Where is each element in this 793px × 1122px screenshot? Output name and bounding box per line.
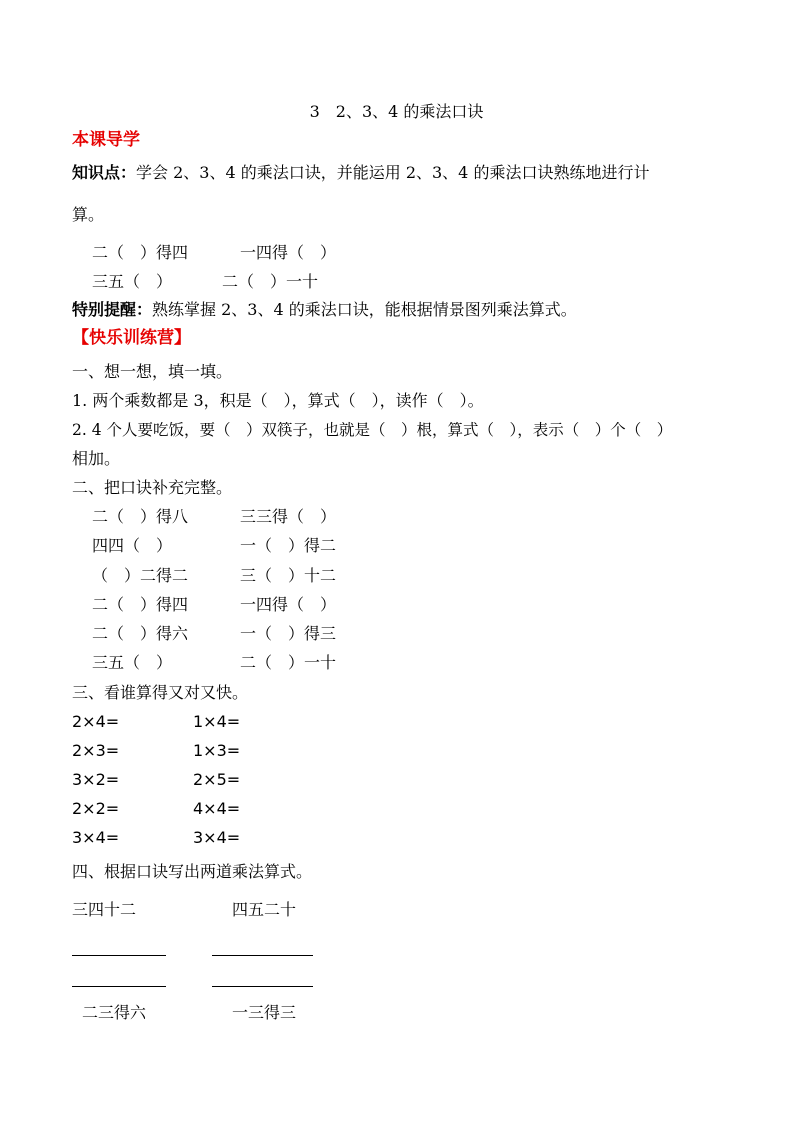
part3-row-2-left: 2×3= [72,741,120,760]
answer-blank-2[interactable] [212,954,313,956]
answer-blank-3[interactable] [72,985,166,987]
part3-row-1-left: 2×4= [72,712,120,731]
part3-row-1-right: 1×4= [193,712,241,731]
guide-row-2-left: 三五（ ） [92,272,173,291]
part3-row-5-left: 3×4= [72,828,120,847]
part2-row-2-right: 一（ ）得二 [240,536,337,555]
part2-heading: 二、把口诀补充完整。 [72,478,233,497]
part2-row-5-left: 二（ ）得六 [92,624,189,643]
knowledge-line [72,163,649,183]
part4-rhyme-3: 二三得六 [82,1003,147,1022]
part2-row-3-right: 三（ ）十二 [240,566,337,585]
part1-heading: 一、想一想，填一填。 [72,362,233,381]
knowledge-label: 知识点： [72,163,137,182]
part3-row-3-right: 2×5= [193,770,241,789]
reminder-text: 熟练掌握 2、3、4 的乘法口诀，能根据情景图列乘法算式。 [152,300,577,319]
answer-blank-4[interactable] [212,985,313,987]
part4-heading: 四、根据口诀写出两道乘法算式。 [72,862,313,881]
answer-blank-1[interactable] [72,954,166,956]
part1-question-2-cont: 相加。 [72,449,121,468]
knowledge-text-cont: 算。 [72,205,105,224]
section-guide-heading: 本课导学 [72,130,140,150]
guide-row-2-right: 二（ ）一十 [222,272,319,291]
reminder-line [72,300,577,320]
part2-row-2-left: 四四（ ） [92,536,173,555]
knowledge-text: 学会 2、3、4 的乘法口诀，并能运用 2、3、4 的乘法口诀熟练地进行计 [136,163,650,182]
part2-row-6-right: 二（ ）一十 [240,653,337,672]
part2-row-1-left: 二（ ）得八 [92,507,189,526]
part3-row-5-right: 3×4= [193,828,241,847]
part3-row-4-left: 2×2= [72,799,120,818]
part2-row-6-left: 三五（ ） [92,653,173,672]
guide-row-1-left: 二（ ）得四 [92,243,189,262]
part2-row-5-right: 一（ ）得三 [240,624,337,643]
part1-question-2: 2. 4 个人要吃饭，要（ ）双筷子，也就是（ ）根，算式（ ），表示（ ）个（ ） [72,421,673,439]
guide-row-1-right: 一四得（ ） [240,243,337,262]
part2-row-4-right: 一四得（ ） [240,595,337,614]
part3-row-3-left: 3×2= [72,770,120,789]
part4-rhyme-2: 四五二十 [232,900,297,919]
reminder-label: 特别提醒： [72,300,153,319]
section-camp-heading: 【快乐训练营】 [72,328,191,348]
part4-rhyme-1: 三四十二 [72,900,137,919]
page-title: 3 2、3、4 的乘法口诀 [309,102,484,121]
part2-row-3-left: （ ）二得二 [92,566,189,585]
part3-row-2-right: 1×3= [193,741,241,760]
part1-question-1: 1. 两个乘数都是 3，积是（ ），算式（ ），读作（ ）。 [72,391,484,410]
part3-row-4-right: 4×4= [193,799,241,818]
part2-row-4-left: 二（ ）得四 [92,595,189,614]
part4-rhyme-4: 一三得三 [232,1003,297,1022]
part3-heading: 三、看谁算得又对又快。 [72,683,249,702]
part2-row-1-right: 三三得（ ） [240,507,337,526]
